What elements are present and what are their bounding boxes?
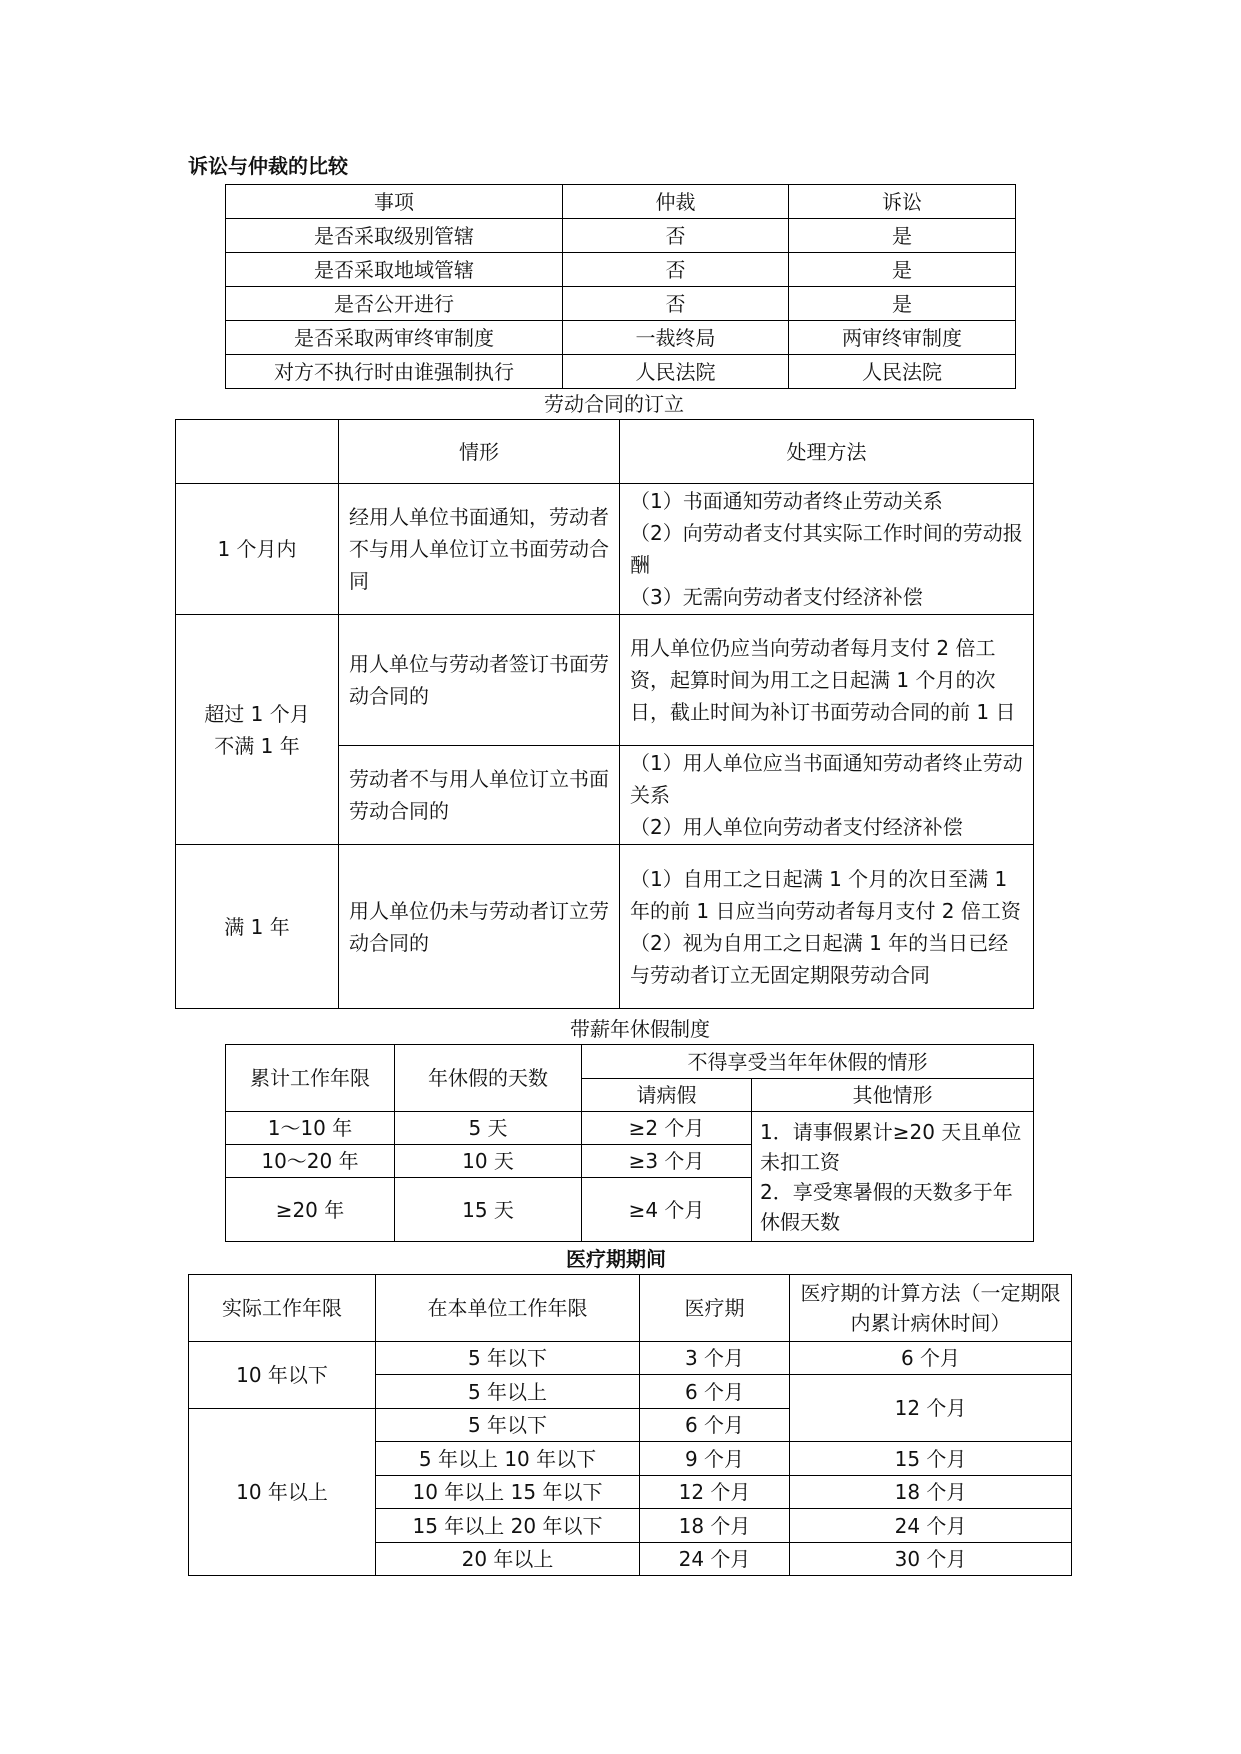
case-cell: 用人单位与劳动者签订书面劳动合同的: [339, 615, 620, 746]
table-cell: 12 个月: [790, 1375, 1072, 1442]
table-cell: ≥20 年: [226, 1178, 395, 1242]
table-row: [176, 484, 1034, 615]
table-cell: 人民法院: [789, 355, 1016, 389]
table-row: [176, 845, 1034, 1009]
table-header-row: [176, 420, 1034, 484]
header-cell: 情形: [339, 420, 620, 484]
section-title-labor-contract: 劳动合同的订立: [544, 392, 684, 416]
table-cell: 10 年以上 15 年以下: [376, 1476, 640, 1509]
method-line: （3）无需向劳动者支付经济补偿: [630, 585, 923, 609]
header-cell: 医疗期的计算方法（一定期限内累计病休时间）: [790, 1275, 1072, 1342]
header-cell: 年休假的天数: [395, 1045, 582, 1112]
table-cell: 9 个月: [640, 1442, 790, 1476]
method-line: （2）用人单位向劳动者支付经济补偿: [630, 815, 963, 839]
table-cell: 5 年以下: [376, 1409, 640, 1442]
header-cell: 医疗期: [640, 1275, 790, 1342]
table-cell: 是: [789, 253, 1016, 287]
table-cell: 两审终审制度: [789, 321, 1016, 355]
case-cell: 经用人单位书面通知，劳动者不与用人单位订立书面劳动合同: [339, 484, 620, 615]
table-cell: 18 个月: [640, 1509, 790, 1543]
table-header-row: [226, 185, 1016, 219]
table-cell: 1～10 年: [226, 1112, 395, 1145]
header-cell: 请病假: [582, 1079, 752, 1112]
header-cell: 仲裁: [563, 185, 789, 219]
table-cell: 6 个月: [640, 1375, 790, 1409]
medical-period-table: [188, 1274, 1072, 1576]
table-cell: 是否采取地域管辖: [226, 253, 563, 287]
header-cell: 不得享受当年年休假的情形: [582, 1045, 1034, 1079]
table-cell: 5 天: [395, 1112, 582, 1145]
table-row: [226, 219, 1016, 253]
case-cell: 用人单位仍未与劳动者订立劳动合同的: [339, 845, 620, 1009]
section-title-paid-leave: 带薪年休假制度: [570, 1017, 710, 1041]
other-case-line: 1．请事假累计≥20 天且单位未扣工资: [760, 1119, 1022, 1174]
table-cell: 是: [789, 219, 1016, 253]
litigation-arbitration-table: [225, 184, 1016, 389]
method-cell: [620, 845, 1034, 1009]
header-cell: 其他情形: [752, 1079, 1034, 1112]
table-cell: 30 个月: [790, 1543, 1072, 1576]
table-cell: 是否公开进行: [226, 287, 563, 321]
group-cell: 10 年以下: [189, 1342, 376, 1409]
table-cell: 6 个月: [790, 1342, 1072, 1375]
table-cell: 否: [563, 253, 789, 287]
header-cell: 实际工作年限: [189, 1275, 376, 1342]
table-cell: 是否采取两审终审制度: [226, 321, 563, 355]
method-cell: 用人单位仍应当向劳动者每月支付 2 倍工资，起算时间为用工之日起满 1 个月的次日，截止时间为补订书面劳动合同的前 1 日: [620, 615, 1034, 746]
table-cell: 5 年以上 10 年以下: [376, 1442, 640, 1476]
paid-leave-table: [225, 1044, 1034, 1242]
table-cell: 5 年以上: [376, 1375, 640, 1409]
header-cell: 在本单位工作年限: [376, 1275, 640, 1342]
table-cell: 否: [563, 219, 789, 253]
labor-contract-table: [175, 419, 1034, 1009]
table-header-row: [189, 1275, 1072, 1342]
table-row: [176, 615, 1034, 746]
other-case-line: 2．享受寒暑假的天数多于年休假天数: [760, 1179, 1013, 1234]
table-cell: ≥4 个月: [582, 1178, 752, 1242]
header-cell: [176, 420, 339, 484]
period-cell: [176, 615, 339, 845]
table-cell: 15 年以上 20 年以下: [376, 1509, 640, 1543]
table-cell: 15 天: [395, 1178, 582, 1242]
method-line: （1）自用工之日起满 1 个月的次日至满 1 年的前 1 日应当向劳动者每月支付 2 倍工资: [630, 866, 1021, 923]
table-cell: 18 个月: [790, 1476, 1072, 1509]
table-cell: 20 年以上: [376, 1543, 640, 1576]
table-cell: 10～20 年: [226, 1145, 395, 1178]
period-cell: 满 1 年: [176, 845, 339, 1009]
method-line: （1）书面通知劳动者终止劳动关系: [630, 489, 943, 513]
method-line: （1）用人单位应当书面通知劳动者终止劳动关系: [630, 751, 1023, 807]
table-row: [189, 1342, 1072, 1375]
table-row: [226, 253, 1016, 287]
table-cell: 6 个月: [640, 1409, 790, 1442]
case-cell: 劳动者不与用人单位订立书面劳动合同的: [339, 746, 620, 845]
header-cell: 诉讼: [789, 185, 1016, 219]
table-cell: 24 个月: [640, 1543, 790, 1576]
table-cell: 对方不执行时由谁强制执行: [226, 355, 563, 389]
other-cases-cell: [752, 1112, 1034, 1242]
method-line: （2）视为自用工之日起满 1 年的当日已经与劳动者订立无固定期限劳动合同: [630, 930, 1009, 987]
table-cell: 5 年以下: [376, 1342, 640, 1375]
header-cell: 事项: [226, 185, 563, 219]
method-line: （2）向劳动者支付其实际工作时间的劳动报酬: [630, 521, 1023, 577]
table-cell: 24 个月: [790, 1509, 1072, 1543]
group-cell: 10 年以上: [189, 1409, 376, 1576]
table-cell: 12 个月: [640, 1476, 790, 1509]
table-cell: ≥3 个月: [582, 1145, 752, 1178]
period-cell: 1 个月内: [176, 484, 339, 615]
header-cell: 累计工作年限: [226, 1045, 395, 1112]
table-header-row: [226, 1045, 1034, 1079]
table-cell: 10 天: [395, 1145, 582, 1178]
section-title-litigation-arbitration: 诉讼与仲裁的比较: [188, 154, 348, 178]
table-cell: 15 个月: [790, 1442, 1072, 1476]
table-row: [226, 287, 1016, 321]
table-cell: 一裁终局: [563, 321, 789, 355]
table-cell: 是否采取级别管辖: [226, 219, 563, 253]
table-row: [226, 321, 1016, 355]
method-cell: [620, 484, 1034, 615]
period-line: 超过 1 个月: [204, 701, 310, 726]
period-line: 不满 1 年: [214, 733, 300, 758]
table-cell: 否: [563, 287, 789, 321]
section-title-medical-period: 医疗期期间: [566, 1247, 666, 1271]
method-cell: [620, 746, 1034, 845]
table-row: [226, 1112, 1034, 1145]
header-cell: 处理方法: [620, 420, 1034, 484]
table-cell: 是: [789, 287, 1016, 321]
table-cell: 人民法院: [563, 355, 789, 389]
table-cell: 3 个月: [640, 1342, 790, 1375]
table-row: [226, 355, 1016, 389]
table-cell: ≥2 个月: [582, 1112, 752, 1145]
